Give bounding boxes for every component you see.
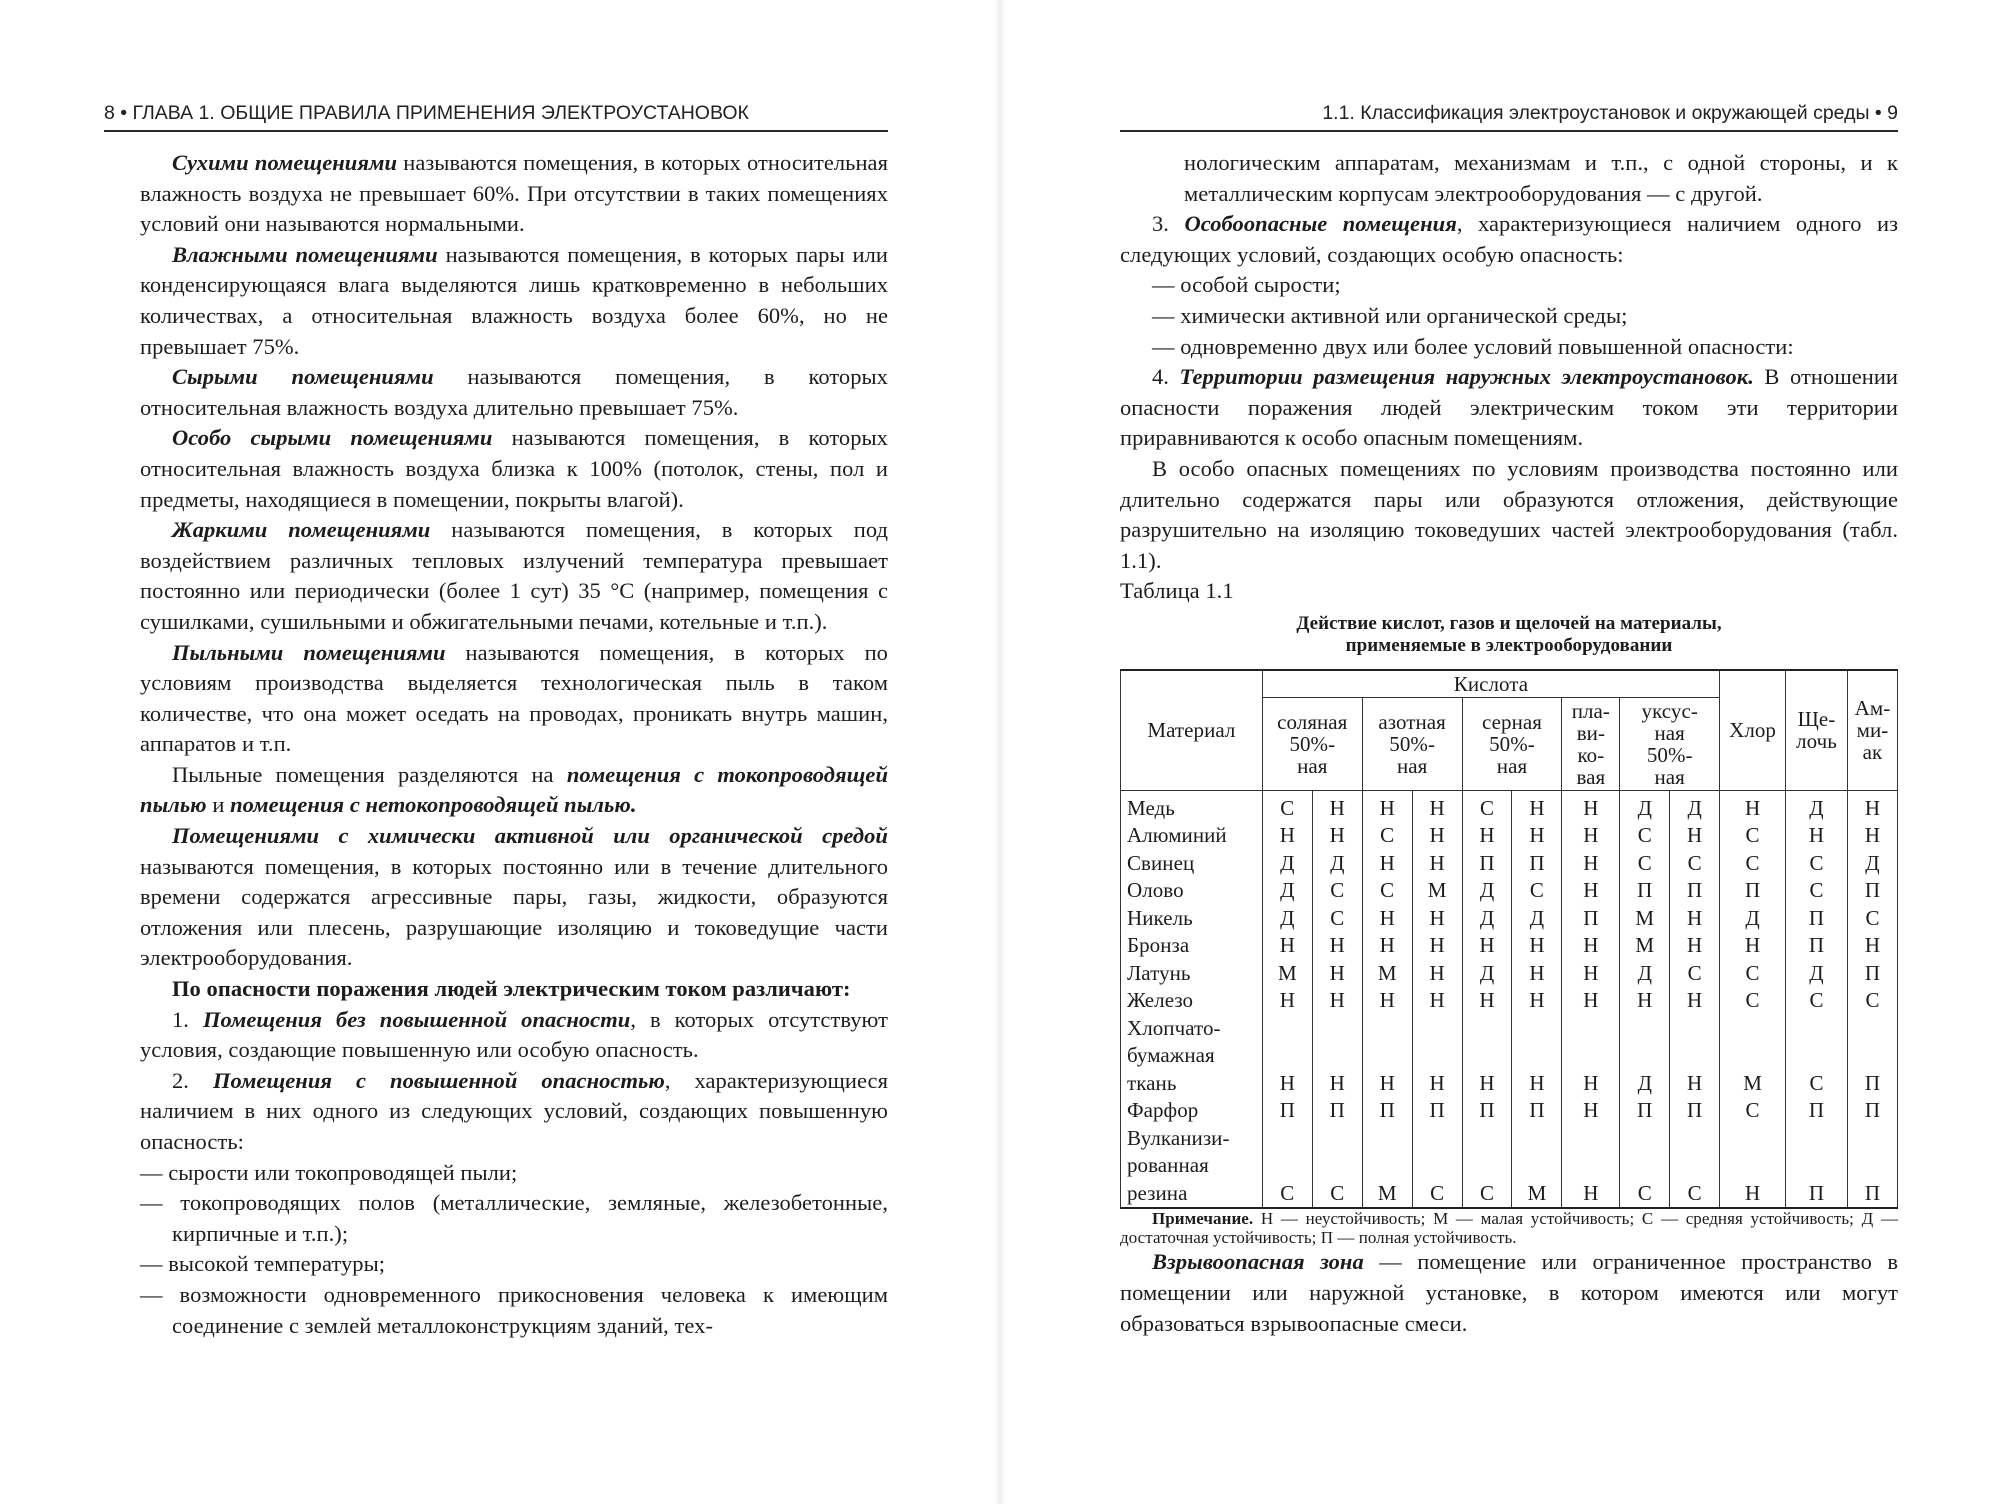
resistance-cell: С <box>1720 960 1786 988</box>
resistance-cell: П <box>1562 905 1620 933</box>
resistance-cell: С <box>1312 905 1362 933</box>
resistance-cell: Н <box>1670 1015 1720 1098</box>
resistance-cell: Д <box>1262 905 1312 933</box>
dry-rooms-text: называются помещения, в которых относительная влажность воздуха не превышает 60%. При отсутствии в таких помещениях условий они называются нормальными. <box>140 150 888 237</box>
resistance-cell: Д <box>1786 960 1848 988</box>
resistance-cell: Н <box>1720 1125 1786 1209</box>
material-name-line: Никель <box>1127 905 1193 930</box>
paragraph-humid-rooms <box>140 240 888 362</box>
resistance-cell: П <box>1462 1097 1512 1125</box>
table-label: Таблица 1.1 <box>1120 578 1234 604</box>
resistance-cell: Н <box>1562 1125 1620 1209</box>
resistance-cell: Д <box>1670 790 1720 822</box>
resistance-cell: Н <box>1412 932 1462 960</box>
material-cell <box>1121 877 1263 905</box>
resistance-cell: П <box>1847 960 1897 988</box>
resistance-cell: С <box>1620 850 1670 878</box>
resistance-cell: Н <box>1412 850 1462 878</box>
resistance-cell: Д <box>1462 877 1512 905</box>
paragraph-dusty-rooms <box>140 638 888 760</box>
material-name-line: Фарфор <box>1127 1098 1199 1123</box>
resistance-cell: С <box>1262 790 1312 822</box>
resistance-cell: Д <box>1620 790 1670 822</box>
left-header-text: 8 • ГЛАВА 1. ОБЩИЕ ПРАВИЛА ПРИМЕНЕНИЯ ЭЛЕКТРОУСТАНОВОК <box>104 102 749 124</box>
resistance-cell: М <box>1362 1125 1412 1209</box>
list-item-4-number: 4. <box>1152 364 1180 390</box>
resistance-cell: С <box>1786 877 1848 905</box>
material-cell <box>1121 1015 1263 1098</box>
term-hot-rooms: Жаркими помещениями <box>172 517 431 543</box>
dash-item-simultaneous-contact: — возможности одновременного прикосновения человека к имеющим соединение с землей металлоконструкциям зданий, тех- <box>140 1281 888 1338</box>
explosive-zone-text: — помещение или ограниченное пространство в помещении или наружной установке, в котором имеются или могут образоваться взрывоопасные смеси. <box>1120 1249 1898 1336</box>
resistance-cell: С <box>1786 987 1848 1015</box>
resistance-cell: П <box>1670 877 1720 905</box>
resistance-cell: Н <box>1562 1097 1620 1125</box>
resistance-cell: П <box>1786 1125 1848 1209</box>
resistance-cell: Д <box>1786 790 1848 822</box>
resistance-cell: С <box>1412 1125 1462 1209</box>
resistance-cell: Н <box>1562 790 1620 822</box>
resistance-cell: Д <box>1262 850 1312 878</box>
resistance-cell: Н <box>1562 987 1620 1015</box>
material-name-line: резина <box>1127 1180 1188 1205</box>
resistance-cell: Н <box>1847 822 1897 850</box>
material-cell <box>1121 1097 1263 1125</box>
resistance-cell: С <box>1786 1015 1848 1098</box>
header-acetic: уксус- ная 50%- ная <box>1620 697 1720 790</box>
table-row <box>1121 1097 1898 1125</box>
material-name-line: Вулканизи- <box>1127 1125 1230 1150</box>
resistance-cell: С <box>1720 822 1786 850</box>
resistance-cell: П <box>1847 1097 1897 1125</box>
resistance-cell: Н <box>1720 932 1786 960</box>
table-note-label: Примечание. <box>1152 1209 1254 1229</box>
table-title <box>1120 613 1898 657</box>
material-name-line: Железо <box>1127 988 1194 1013</box>
resistance-cell: Н <box>1362 850 1412 878</box>
continuation-paragraph: нологическим аппаратам, механизмам и т.п., с одной стороны, и к металлическим корпусам электрооборудования — с другой. <box>1184 150 1898 206</box>
resistance-cell: П <box>1847 1125 1897 1209</box>
resistance-cell: Н <box>1412 987 1462 1015</box>
table-row <box>1121 790 1898 822</box>
resistance-cell: Н <box>1312 960 1362 988</box>
resistance-cell: М <box>1362 960 1412 988</box>
resistance-cell: Н <box>1412 1015 1462 1098</box>
chemical-rooms-text: называются помещения, в которых постоянно или в течение длительного времени содержатся агрессивные пары, газы, жидкости, образуются отложения или плесень, разрушающие изоляцию и токоведущие части электрооборудования. <box>140 853 888 971</box>
resistance-cell: С <box>1620 1125 1670 1209</box>
resistance-cell: Н <box>1312 790 1362 822</box>
dash-item-high-temperature: — высокой температуры; <box>140 1251 386 1277</box>
resistance-cell: С <box>1362 877 1412 905</box>
resistance-cell: Д <box>1312 850 1362 878</box>
resistance-cell: Н <box>1562 1015 1620 1098</box>
list-item-3-number: 3. <box>1152 211 1185 237</box>
term-especially-dangerous: Особоопасные помещения <box>1184 211 1457 237</box>
resistance-cell: Н <box>1462 822 1512 850</box>
material-name-line: Медь <box>1127 795 1175 820</box>
list-item-4-text: В отношении опасности поражения людей электрическим током эти территории приравниваются к особо опасным помещениям. <box>1120 364 1898 451</box>
table-row <box>1121 960 1898 988</box>
left-running-header <box>104 100 888 132</box>
acid-resistance-table <box>1120 669 1898 1210</box>
resistance-cell: Д <box>1462 960 1512 988</box>
resistance-cell: М <box>1620 905 1670 933</box>
resistance-cell: Н <box>1462 932 1512 960</box>
resistance-cell: Н <box>1847 932 1897 960</box>
resistance-cell: М <box>1620 932 1670 960</box>
right-page <box>1000 0 2000 1504</box>
table-row <box>1121 822 1898 850</box>
resistance-cell: С <box>1720 850 1786 878</box>
resistance-cell: Н <box>1312 1015 1362 1098</box>
resistance-cell: М <box>1720 1015 1786 1098</box>
dash-item-two-conditions: — одновременно двух или более условий повышенной опасности: <box>1152 333 1794 359</box>
resistance-cell: П <box>1786 1097 1848 1125</box>
resistance-cell: Н <box>1312 822 1362 850</box>
resistance-cell: С <box>1462 1125 1512 1209</box>
resistance-cell: Д <box>1462 905 1512 933</box>
list-item-1-text: , в которых отсутствуют условия, создающие повышенную или особую опасность. <box>140 1006 888 1063</box>
material-name-line: бумажная <box>1127 1043 1215 1068</box>
material-name-line: Свинец <box>1127 850 1195 875</box>
resistance-cell: Н <box>1262 822 1312 850</box>
term-increased-danger: Помещения с повышенной опасностью <box>212 1067 665 1093</box>
resistance-cell: Н <box>1462 987 1512 1015</box>
resistance-cell: Н <box>1562 822 1620 850</box>
header-hydrofluoric: пла- ви- ко- вая <box>1562 697 1620 790</box>
term-no-increased-danger: Помещения без повышенной опасности <box>202 1006 631 1032</box>
resistance-cell: Н <box>1512 822 1562 850</box>
table-row <box>1121 932 1898 960</box>
resistance-cell: С <box>1362 822 1412 850</box>
resistance-cell: С <box>1620 822 1670 850</box>
table-row <box>1121 987 1898 1015</box>
paragraph-very-damp-rooms <box>140 423 888 515</box>
resistance-cell: Н <box>1670 905 1720 933</box>
resistance-cell: Н <box>1620 987 1670 1015</box>
material-cell <box>1121 1125 1263 1209</box>
resistance-cell: С <box>1670 960 1720 988</box>
list-item-2 <box>140 1066 888 1158</box>
term-dry-rooms: Сухими помещениями <box>172 150 398 175</box>
resistance-cell: С <box>1312 1125 1362 1209</box>
danger-classes-heading: По опасности поражения людей электрическим током различают: <box>172 976 851 1002</box>
resistance-cell: Н <box>1562 877 1620 905</box>
resistance-cell: Н <box>1262 987 1312 1015</box>
material-name-line: Олово <box>1127 878 1184 903</box>
list-item-3 <box>1120 209 1898 270</box>
paragraph-damp-rooms <box>140 362 888 423</box>
list-item-2-number: 2. <box>172 1067 213 1093</box>
resistance-cell: П <box>1720 877 1786 905</box>
right-header-text: 1.1. Классификация электроустановок и окружающей среды • 9 <box>1322 102 1898 124</box>
list-item-4 <box>1120 362 1898 454</box>
header-sulfuric: серная 50%- ная <box>1462 697 1562 790</box>
resistance-cell: Н <box>1512 1015 1562 1098</box>
resistance-cell: Н <box>1847 790 1897 822</box>
resistance-cell: П <box>1670 1097 1720 1125</box>
table-title-line-1: Действие кислот, газов и щелочей на материалы, <box>1296 612 1722 634</box>
material-cell <box>1121 905 1263 933</box>
resistance-cell: Д <box>1620 960 1670 988</box>
material-cell <box>1121 822 1263 850</box>
header-acid: Кислота <box>1262 670 1719 698</box>
resistance-cell: Н <box>1562 932 1620 960</box>
resistance-cell: С <box>1786 850 1848 878</box>
resistance-cell: П <box>1847 877 1897 905</box>
paragraph-dust-types <box>140 760 888 821</box>
resistance-cell: С <box>1262 1125 1312 1209</box>
resistance-cell: П <box>1262 1097 1312 1125</box>
table-title-line-2: применяемые в электрооборудовании <box>1345 634 1673 656</box>
resistance-cell: С <box>1720 987 1786 1015</box>
term-dusty-rooms: Пыльными помещениями <box>172 639 446 665</box>
material-cell <box>1121 960 1263 988</box>
dusty-rooms-text: называются помещения, в которых по условиям производства выделяется технологическая пыль в таком количестве, что она может оседать на проводах, проникать внутрь машин, аппаратов и т.п. <box>140 639 888 757</box>
paragraph-explosive-zone <box>1120 1247 1898 1339</box>
resistance-cell: С <box>1720 1097 1786 1125</box>
term-damp-rooms: Сырыми помещениями <box>172 364 434 390</box>
resistance-cell: П <box>1786 905 1848 933</box>
resistance-cell: Н <box>1720 790 1786 822</box>
paragraph-dry-rooms <box>140 148 888 240</box>
material-name-line: ткань <box>1127 1070 1177 1095</box>
resistance-cell: Н <box>1512 790 1562 822</box>
list-item-1-number: 1. <box>172 1006 203 1032</box>
resistance-cell: П <box>1786 932 1848 960</box>
material-name-line: Хлопчато- <box>1127 1015 1221 1040</box>
paragraph-destructive-vapors: В особо опасных помещениях по условиям производства постоянно или длительно содержатся пары или образуются отложения, действующие разрушительно на изоляцию токоведуших частей электрооборудования (табл. 1.1). <box>1120 455 1898 573</box>
list-item-2-text: , характеризующиеся наличием в них одного из следующих условий, создающих повышенную опасность: <box>140 1067 888 1154</box>
right-running-header <box>1120 100 1898 132</box>
resistance-cell: М <box>1262 960 1312 988</box>
list-item-1 <box>140 1005 888 1066</box>
resistance-cell: Д <box>1620 1015 1670 1098</box>
humid-rooms-text: называются помещения, в которых пары или конденсирующаяся влага выделяются лишь кратковременно в небольших количествах, а относительная влажность воздуха более 60%, но не превышает 75%. <box>140 241 889 359</box>
resistance-cell: П <box>1620 1097 1670 1125</box>
resistance-cell: С <box>1512 877 1562 905</box>
term-very-damp-rooms: Особо сырыми помещениями <box>172 425 493 451</box>
table-row <box>1121 877 1898 905</box>
resistance-cell: Н <box>1786 822 1848 850</box>
resistance-cell: Д <box>1512 905 1562 933</box>
resistance-cell: Д <box>1847 850 1897 878</box>
resistance-cell: Н <box>1412 960 1462 988</box>
resistance-cell: Н <box>1262 932 1312 960</box>
resistance-cell: Н <box>1312 932 1362 960</box>
resistance-cell: Н <box>1412 822 1462 850</box>
paragraph-hot-rooms <box>140 515 888 637</box>
term-conductive-dust: помещения с токопроводящей пылью <box>140 761 889 818</box>
term-humid-rooms: Влажными помещениями <box>172 241 438 267</box>
damp-rooms-text: называются помещения, в которых относительная влажность воздуха длительно превышает 75%. <box>140 364 888 420</box>
dash-item-chemical-environment: — химически активной или органической среды; <box>1152 302 1628 328</box>
resistance-cell: С <box>1847 987 1897 1015</box>
hot-rooms-text: называются помещения, в которых под воздействием различных тепловых излучений температура превышает постоянно или периодически (более 1 сут) 35 °С (например, помещения с сушилками, сушильными и обжигательными печами, котельные и т.п.). <box>140 517 888 634</box>
material-name-line: Латунь <box>1127 960 1191 985</box>
resistance-cell: М <box>1412 877 1462 905</box>
term-outdoor-territories: Территории размещения наружных электроустановок. <box>1179 364 1754 390</box>
table-row <box>1121 1015 1898 1098</box>
resistance-cell: Н <box>1362 987 1412 1015</box>
resistance-cell: П <box>1512 1097 1562 1125</box>
paragraph-danger-classes <box>140 974 888 1005</box>
table-note <box>1120 1209 1898 1247</box>
dash-item-conductive-floors: — токопроводящих полов (металлические, земляные, железобетонные, кирпичные и т.п.); <box>140 1190 888 1246</box>
resistance-cell: Н <box>1562 960 1620 988</box>
material-name-line: Бронза <box>1127 933 1190 958</box>
material-cell <box>1121 790 1263 822</box>
dash-item-dampness: — сырости или токопроводящей пыли; <box>140 1159 518 1185</box>
very-damp-rooms-text: называются помещения, в которых относительная влажность воздуха близка к 100% (потолок, стены, пол и предметы, находящиеся в помещении, покрыты влагой). <box>140 425 888 512</box>
resistance-cell: П <box>1312 1097 1362 1125</box>
resistance-cell: Н <box>1362 1015 1412 1098</box>
resistance-cell: Н <box>1312 987 1362 1015</box>
paragraph-chemical-rooms <box>140 821 888 974</box>
resistance-cell: Н <box>1670 932 1720 960</box>
resistance-cell: Н <box>1412 790 1462 822</box>
resistance-cell: Д <box>1262 877 1312 905</box>
header-ammonia: Ам- ми- ак <box>1847 670 1897 791</box>
table-note-text: Н — неустойчивость; М — малая устойчивость; С — средняя устойчивость; Д — достаточная устойчивость; П — полная устойчивость. <box>1120 1209 1898 1248</box>
resistance-cell: П <box>1362 1097 1412 1125</box>
material-cell <box>1121 987 1263 1015</box>
header-material: Материал <box>1121 670 1263 791</box>
material-cell <box>1121 932 1263 960</box>
table-row <box>1121 850 1898 878</box>
resistance-cell: Н <box>1362 790 1412 822</box>
material-name-line: Алюминий <box>1127 823 1227 848</box>
left-text-column <box>140 148 888 1341</box>
resistance-cell: Н <box>1462 1015 1512 1098</box>
header-nitric: азотная 50%- ная <box>1362 697 1462 790</box>
dash-item-special-dampness: — особой сырости; <box>1152 272 1341 298</box>
header-hydrochloric: соляная 50%- ная <box>1262 697 1362 790</box>
resistance-cell: С <box>1670 1125 1720 1209</box>
resistance-cell: Н <box>1670 987 1720 1015</box>
table-row <box>1121 905 1898 933</box>
header-chlorine: Хлор <box>1720 670 1786 791</box>
material-cell <box>1121 850 1263 878</box>
resistance-cell: П <box>1847 1015 1897 1098</box>
term-explosive-zone: Взрывоопасная зона <box>1152 1249 1364 1275</box>
list-item-3-text: , характеризующиеся наличием одного из следующих условий, создающих особую опасность: <box>1120 211 1899 267</box>
material-name-line: рованная <box>1127 1153 1209 1178</box>
resistance-cell: С <box>1312 877 1362 905</box>
dust-types-mid: и <box>206 792 231 818</box>
resistance-cell: С <box>1847 905 1897 933</box>
resistance-cell: С <box>1670 850 1720 878</box>
resistance-cell: Д <box>1720 905 1786 933</box>
acid-table-body <box>1121 790 1898 1208</box>
resistance-cell: Н <box>1562 850 1620 878</box>
resistance-cell: Н <box>1262 1015 1312 1098</box>
resistance-cell: С <box>1462 790 1512 822</box>
resistance-cell: Н <box>1362 932 1412 960</box>
resistance-cell: Н <box>1670 822 1720 850</box>
resistance-cell: П <box>1620 877 1670 905</box>
resistance-cell: Н <box>1362 905 1412 933</box>
resistance-cell: П <box>1512 850 1562 878</box>
resistance-cell: Н <box>1512 932 1562 960</box>
term-chemical-rooms: Помещениями с химически активной или органической средой <box>172 823 888 849</box>
term-nonconductive-dust: помещения с нетокопроводящей пылью. <box>230 792 637 818</box>
resistance-cell: Н <box>1512 960 1562 988</box>
header-alkali: Ще- лочь <box>1786 670 1848 791</box>
resistance-cell: М <box>1512 1125 1562 1209</box>
dust-types-pre: Пыльные помещения разделяются на <box>172 761 567 787</box>
right-text-column <box>1120 148 1898 1339</box>
resistance-cell: Н <box>1512 987 1562 1015</box>
resistance-cell: П <box>1412 1097 1462 1125</box>
resistance-cell: П <box>1462 850 1512 878</box>
table-row <box>1121 1125 1898 1209</box>
resistance-cell: Н <box>1412 905 1462 933</box>
